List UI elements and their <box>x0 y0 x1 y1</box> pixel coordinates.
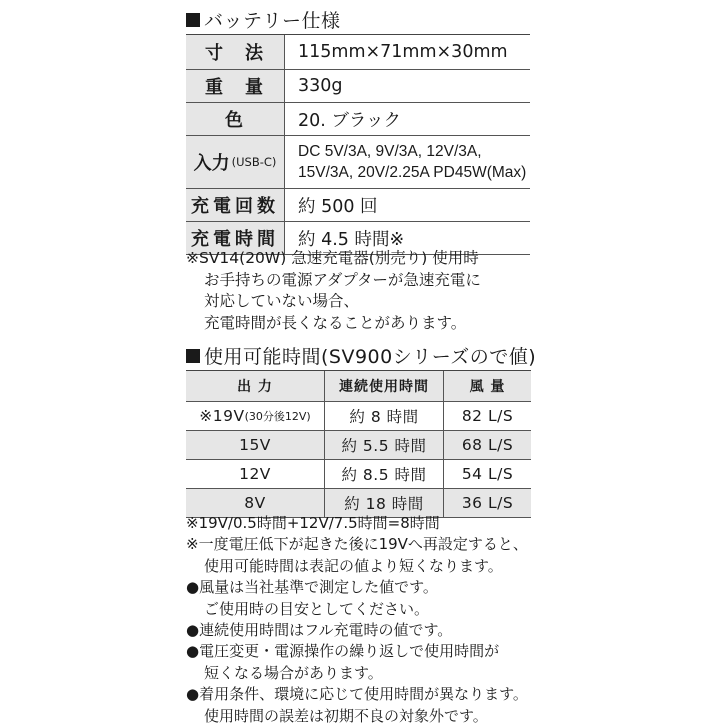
spec-row-color <box>186 103 530 136</box>
table-row <box>186 460 531 489</box>
note-line: ●電圧変更・電源操作の繰り返しで使用時間が <box>186 642 500 661</box>
spec-label: 色 <box>186 103 285 135</box>
battery-spec-table <box>186 34 530 255</box>
spec-value: 20. ブラック <box>298 110 402 131</box>
cell-time: 約 8.5 時間 <box>325 460 444 488</box>
note-line: 使用可能時間は表記の値より短くなります。 <box>204 556 503 575</box>
usage-time-table <box>186 370 531 518</box>
cell-time: 約 18 時間 <box>325 489 444 517</box>
spec-row-weight <box>186 70 530 103</box>
spec-label: 充電時間 <box>186 222 285 254</box>
usage-notes <box>186 513 528 727</box>
spec-value-line: DC 5V/3A, 9V/3A, 12V/3A, <box>298 143 482 160</box>
note-line: ●着用条件、環境に応じて使用時間が異なります。 <box>186 685 528 704</box>
note-line: 使用時間の誤差は初期不良の対象外です。 <box>204 706 488 725</box>
note-line: ※SV14(20W) 急速充電器(別売り) 使用時 <box>186 249 479 267</box>
spec-label-sub: (USB-C) <box>231 155 277 169</box>
usage-time-title <box>186 342 536 369</box>
spec-row-input <box>186 136 530 189</box>
cell-flow: 36 L/S <box>461 494 514 512</box>
header-output: 出 力 <box>186 371 325 401</box>
battery-spec-title-text: バッテリー仕様 <box>204 10 341 32</box>
header-continuous-time: 連続使用時間 <box>325 371 444 401</box>
note-line: お手持ちの電源アダプターが急速充電に <box>204 270 481 289</box>
output-value: ※19V <box>199 407 245 425</box>
note-line: ※一度電圧低下が起きた後に19Vへ再設定すると、 <box>186 535 528 554</box>
battery-spec-title <box>186 6 341 33</box>
note-line: 対応していない場合、 <box>204 292 360 310</box>
header-air-flow: 風 量 <box>469 379 506 395</box>
cell-flow: 68 L/S <box>461 436 514 454</box>
battery-notes <box>186 248 481 334</box>
spec-row-size <box>186 35 530 70</box>
spec-value: 約 4.5 時間※ <box>298 229 405 250</box>
note-line: 充電時間が長くなることがあります。 <box>204 313 467 332</box>
table-row <box>186 402 531 431</box>
cell-flow: 82 L/S <box>461 407 514 425</box>
square-bullet-icon <box>186 349 200 363</box>
usage-time-title-text: 使用可能時間(SV900シリーズので値) <box>204 346 537 368</box>
spec-value: 115mm×71mm×30mm <box>298 42 508 62</box>
table-row <box>186 431 531 460</box>
usage-table-header <box>186 371 531 402</box>
spec-row-charge-count <box>186 189 530 222</box>
spec-value-input <box>285 136 530 188</box>
square-bullet-icon <box>186 13 200 27</box>
cell-output: 15V <box>186 431 325 459</box>
cell-output: 8V <box>186 489 325 517</box>
cell-flow: 54 L/S <box>461 465 514 483</box>
spec-label: 入力 <box>193 153 230 174</box>
spec-label: 充電回数 <box>186 189 285 221</box>
cell-time: 約 5.5 時間 <box>325 431 444 459</box>
cell-output: 12V <box>186 460 325 488</box>
note-line: ●風量は当社基準で測定した値です。 <box>186 578 438 597</box>
spec-value: 330g <box>298 76 343 96</box>
spec-value: 約 500 回 <box>298 196 378 217</box>
output-sub: (30分後12V) <box>244 410 311 423</box>
spec-value-line: 15V/3A, 20V/2.25A PD45W(Max) <box>298 164 527 181</box>
spec-label: 寸 法 <box>186 35 285 69</box>
cell-output <box>186 402 325 430</box>
note-line: ご使用時の目安としてください。 <box>204 599 430 618</box>
note-line: ●連続使用時間はフル充電時の値です。 <box>186 621 453 640</box>
spec-label: 重 量 <box>186 70 285 102</box>
cell-time: 約 8 時間 <box>325 402 444 430</box>
spec-label-input <box>186 136 285 188</box>
note-line: 短くなる場合があります。 <box>204 663 383 682</box>
note-line: ※19V/0.5時間+12V/7.5時間=8時間 <box>186 514 440 532</box>
